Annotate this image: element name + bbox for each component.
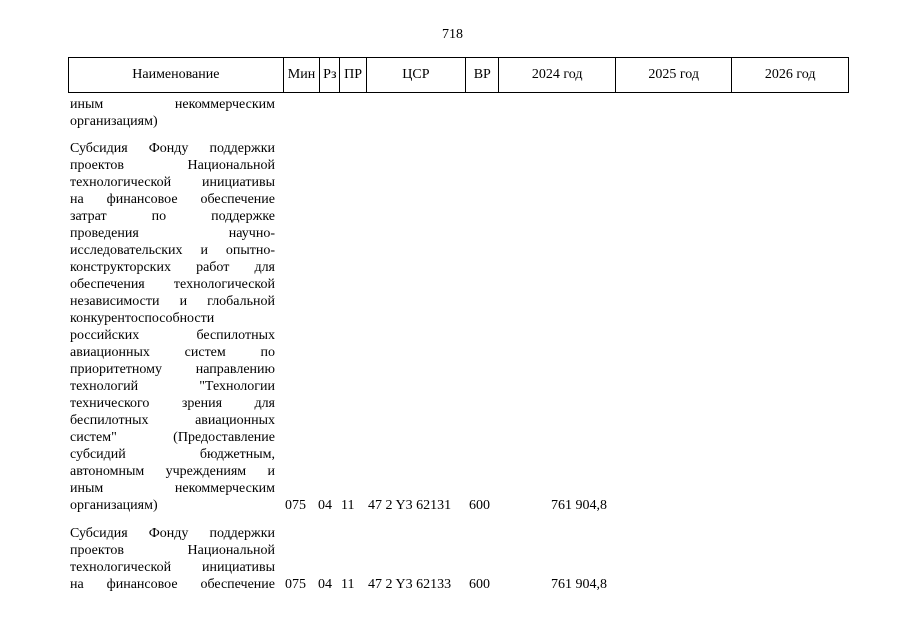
header-name: Наименование: [69, 58, 284, 93]
row-name: [70, 140, 275, 514]
page-number: 718: [442, 27, 463, 42]
cell-csr: 47 2 Y3 62133: [368, 577, 452, 592]
name-line: технологической инициативы: [70, 560, 275, 575]
row-name: [70, 525, 275, 593]
cell-rz: 04: [318, 577, 332, 592]
header-min: Мин: [283, 58, 319, 93]
name-line: Субсидия Фонду поддержки: [70, 141, 275, 156]
name-line: систем" (Предоставление: [70, 430, 275, 445]
name-line: на финансовое обеспечение: [70, 192, 275, 207]
name-line: затрат по поддержке: [70, 209, 275, 224]
name-line: конструкторских работ для: [70, 260, 275, 275]
name-line: иным некоммерческим: [70, 481, 275, 496]
header-rz: Рз: [320, 58, 340, 93]
cell-vr: 600: [469, 498, 490, 513]
cell-pr: 11: [341, 498, 355, 513]
cell-2024: 761 904,8: [551, 498, 607, 513]
name-line: проведения научно-: [70, 226, 275, 241]
name-line: проектов Национальной: [70, 543, 275, 558]
cell-csr: 47 2 Y3 62131: [368, 498, 452, 513]
cell-pr: 11: [341, 577, 355, 592]
name-line: исследовательских и опытно-: [70, 243, 275, 258]
cell-min: 075: [285, 498, 306, 513]
cell-vr: 600: [469, 577, 490, 592]
header-2026: 2026 год: [732, 58, 849, 93]
name-line: технического зрения для: [70, 396, 275, 411]
name-line: обеспечения технологической: [70, 277, 275, 292]
name-line: приоритетному направлению: [70, 362, 275, 377]
name-line: российских беспилотных: [70, 328, 275, 343]
name-line: организациям): [70, 114, 158, 129]
header-pr: ПР: [340, 58, 366, 93]
header-csr: ЦСР: [366, 58, 465, 93]
name-line: авиационных систем по: [70, 345, 275, 360]
header-vr: ВР: [466, 58, 499, 93]
name-line: автономным учреждениям и: [70, 464, 275, 479]
name-line: конкурентоспособности: [70, 311, 215, 326]
header-2025: 2025 год: [615, 58, 731, 93]
name-line: проектов Национальной: [70, 158, 275, 173]
name-line: независимости и глобальной: [70, 294, 275, 309]
name-line: технологической инициативы: [70, 175, 275, 190]
name-line: иным некоммерческим: [70, 97, 275, 112]
name-line: технологий "Технологии: [70, 379, 275, 394]
cell-2024: 761 904,8: [551, 577, 607, 592]
name-line: организациям): [70, 498, 158, 513]
name-line: субсидий бюджетным,: [70, 447, 275, 462]
name-line: Субсидия Фонду поддержки: [70, 526, 275, 541]
header-2024: 2024 год: [499, 58, 615, 93]
name-line: беспилотных авиационных: [70, 413, 275, 428]
cell-rz: 04: [318, 498, 332, 513]
table-header: [68, 57, 849, 93]
name-line: на финансовое обеспечение: [70, 577, 275, 592]
row-name: [70, 96, 275, 130]
cell-min: 075: [285, 577, 306, 592]
